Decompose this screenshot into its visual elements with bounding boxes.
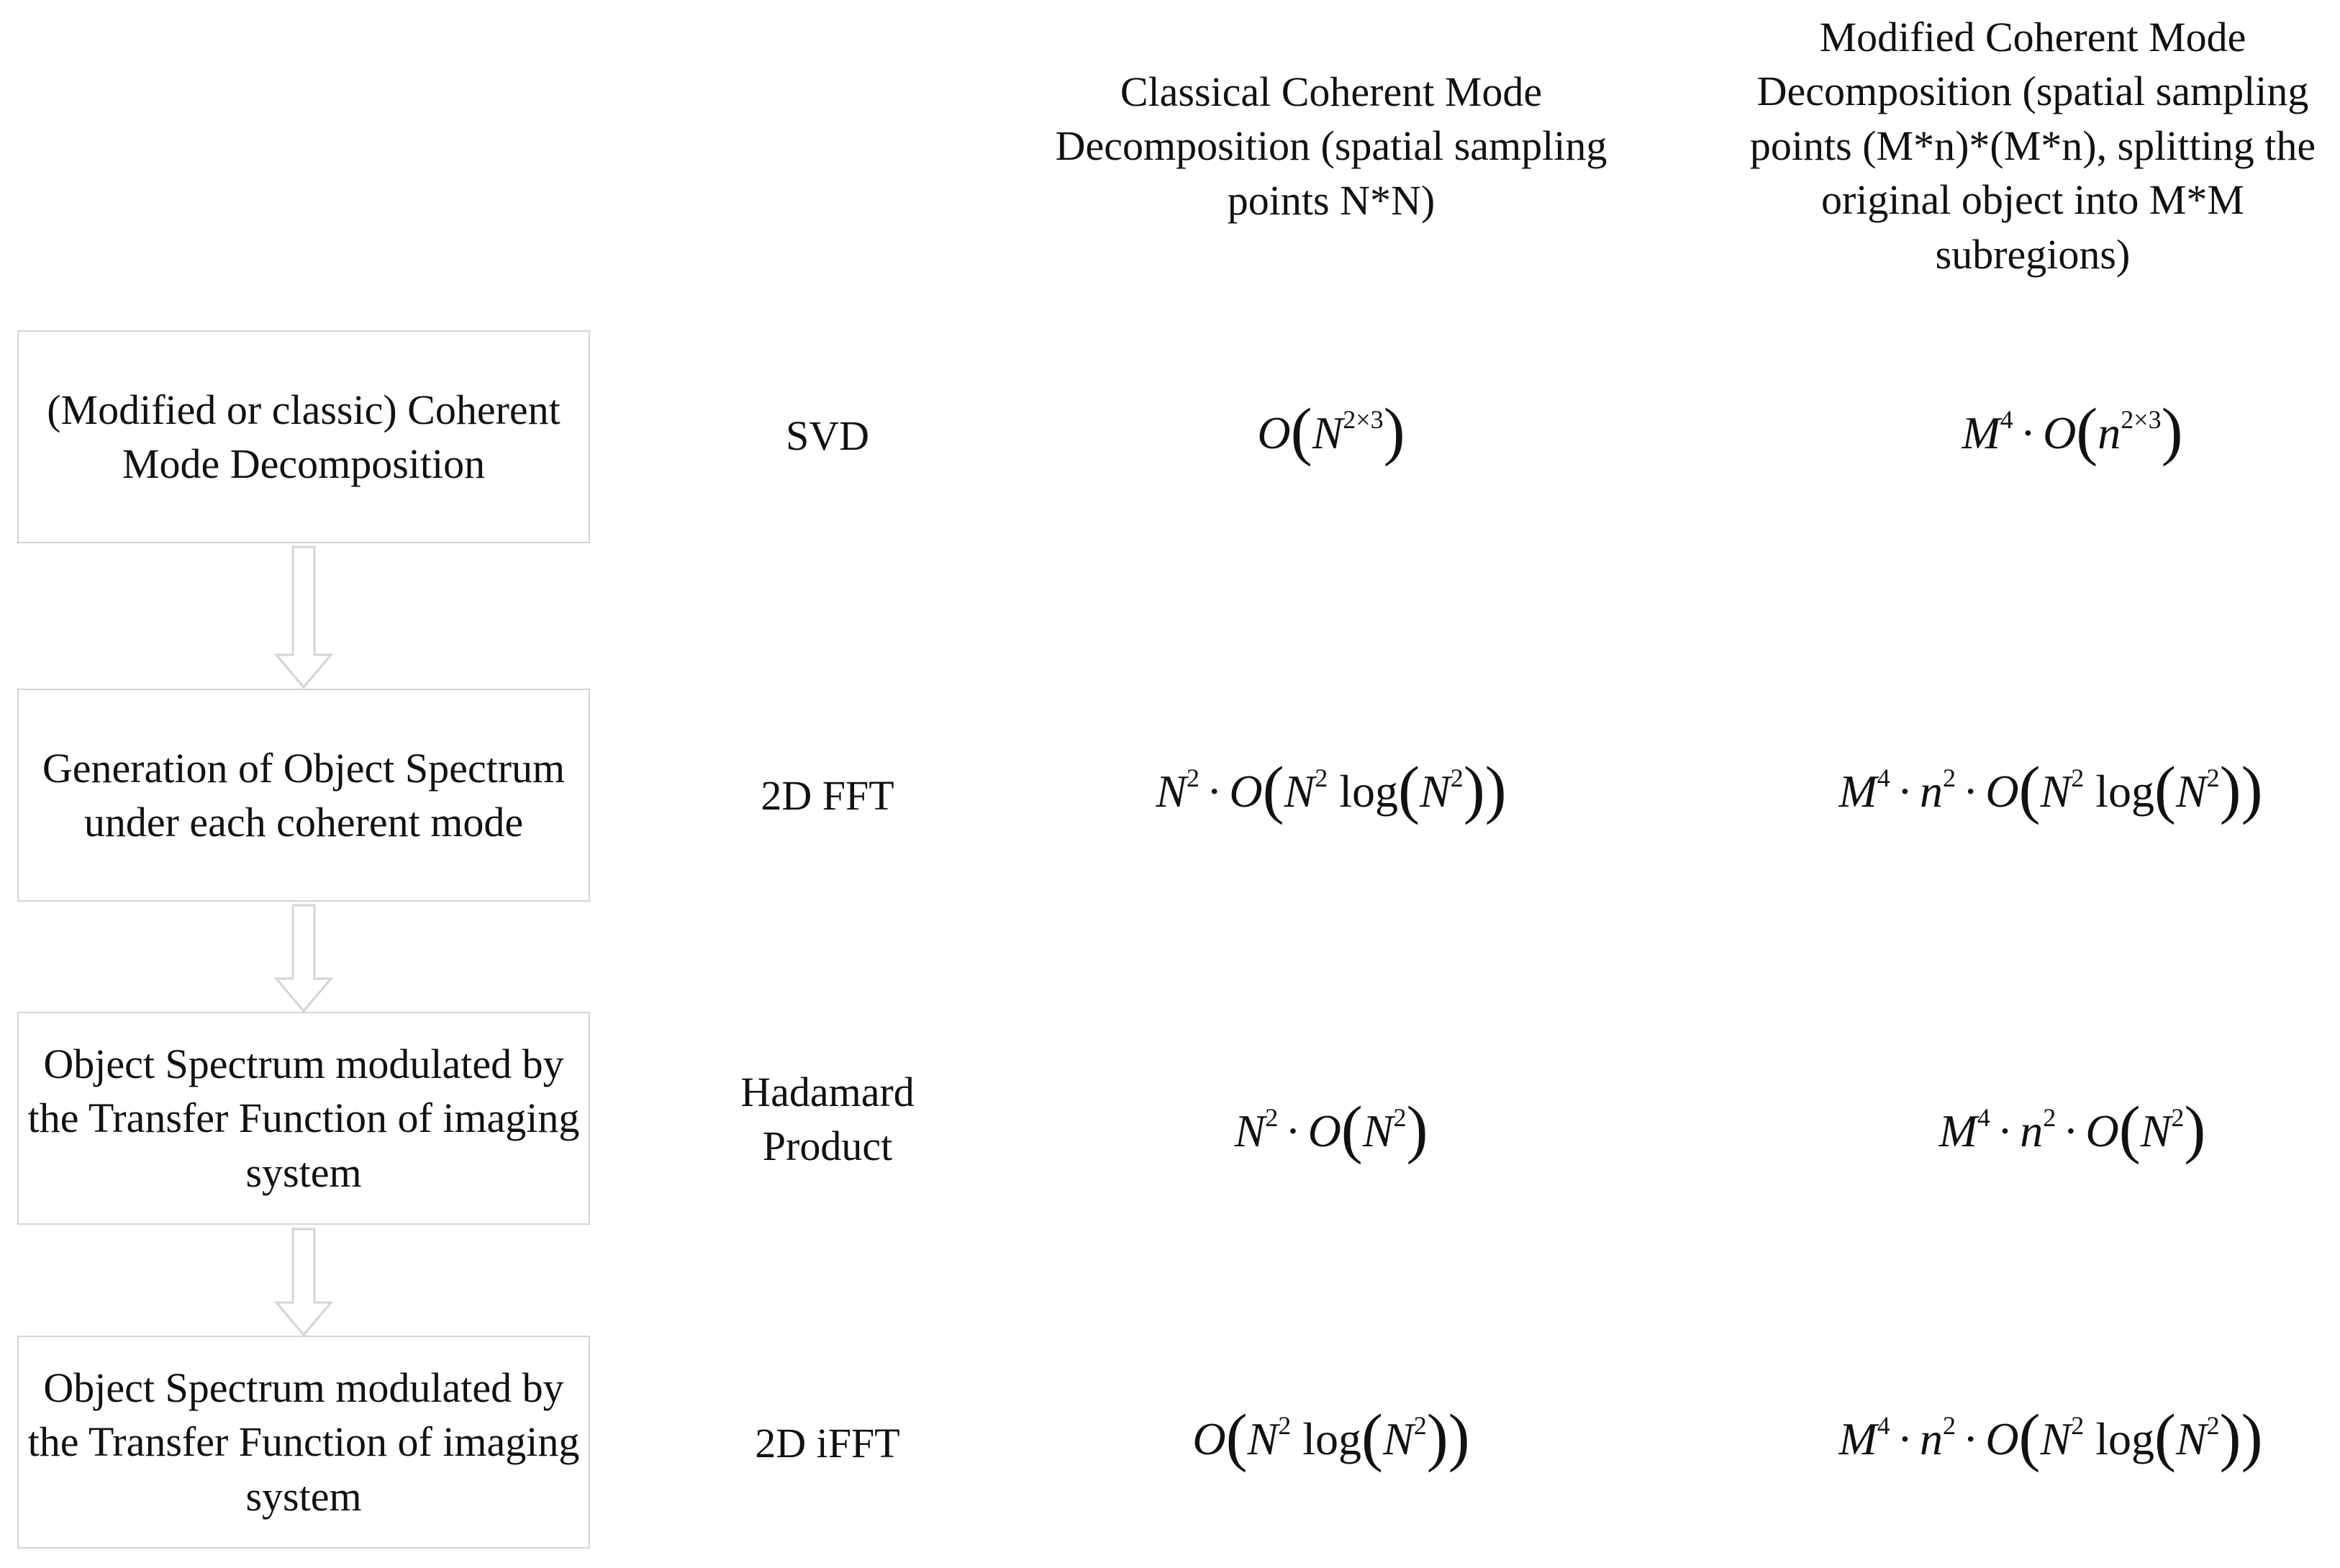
step-box-4 <box>17 1336 590 1549</box>
operation-label-1: SVD <box>785 412 870 459</box>
operation-label-3: Hadamard Product <box>740 1069 915 1170</box>
step-box-2 <box>17 689 590 902</box>
step-box-3-text: Object Spectrum modulated by the Transfer Function of imaging system <box>27 1040 580 1196</box>
step-box-3 <box>17 1012 590 1225</box>
classical-complexity-1: $O(N^{2\times 3})$ <box>1257 396 1405 467</box>
header-modified-text: Modified Coherent Mode Decomposition (spatial sampling points (M*n)*(M*n), splitting the original object into M*M subregions) <box>1749 14 2316 278</box>
flow-arrow-1 <box>276 547 331 687</box>
step-box-1 <box>17 330 590 543</box>
classical-complexity-2: $N^2 \cdot O(N^2$ $\log(N^2)$) <box>1156 754 1507 825</box>
modified-complexity-2: $M^4 \cdot n^2 \cdot O(N^2$ $\log(N^2)$) <box>1838 754 2263 825</box>
flow-arrow-3 <box>276 1229 331 1335</box>
classical-complexity-4: $O(N^2$ $\log(N^2)$) <box>1192 1402 1470 1473</box>
operation-label-2: 2D FFT <box>761 772 894 819</box>
operation-label-4: 2D iFFT <box>755 1420 900 1467</box>
modified-complexity-4: $M^4 \cdot n^2 \cdot O(N^2$ $\log(N^2)$) <box>1838 1402 2263 1473</box>
modified-complexity-3: $M^4 \cdot n^2 \cdot O(N^2)$ <box>1938 1094 2206 1165</box>
classical-complexity-3: $N^2 \cdot O(N^2)$ <box>1234 1094 1428 1165</box>
header-classical-text: Classical Coherent Mode Decomposition (spatial sampling points N*N) <box>1055 68 1607 224</box>
step-box-1-text: (Modified or classic) Coherent Mode Decomposition <box>47 386 561 487</box>
step-box-4-text: Object Spectrum modulated by the Transfer Function of imaging system <box>27 1364 580 1520</box>
modified-complexity-1: $M^4 \cdot O(n^{2\times 3})$ <box>1962 396 2183 467</box>
step-box-2-text: Generation of Object Spectrum under each coherent mode <box>42 744 566 846</box>
flow-arrow-2 <box>276 905 331 1011</box>
